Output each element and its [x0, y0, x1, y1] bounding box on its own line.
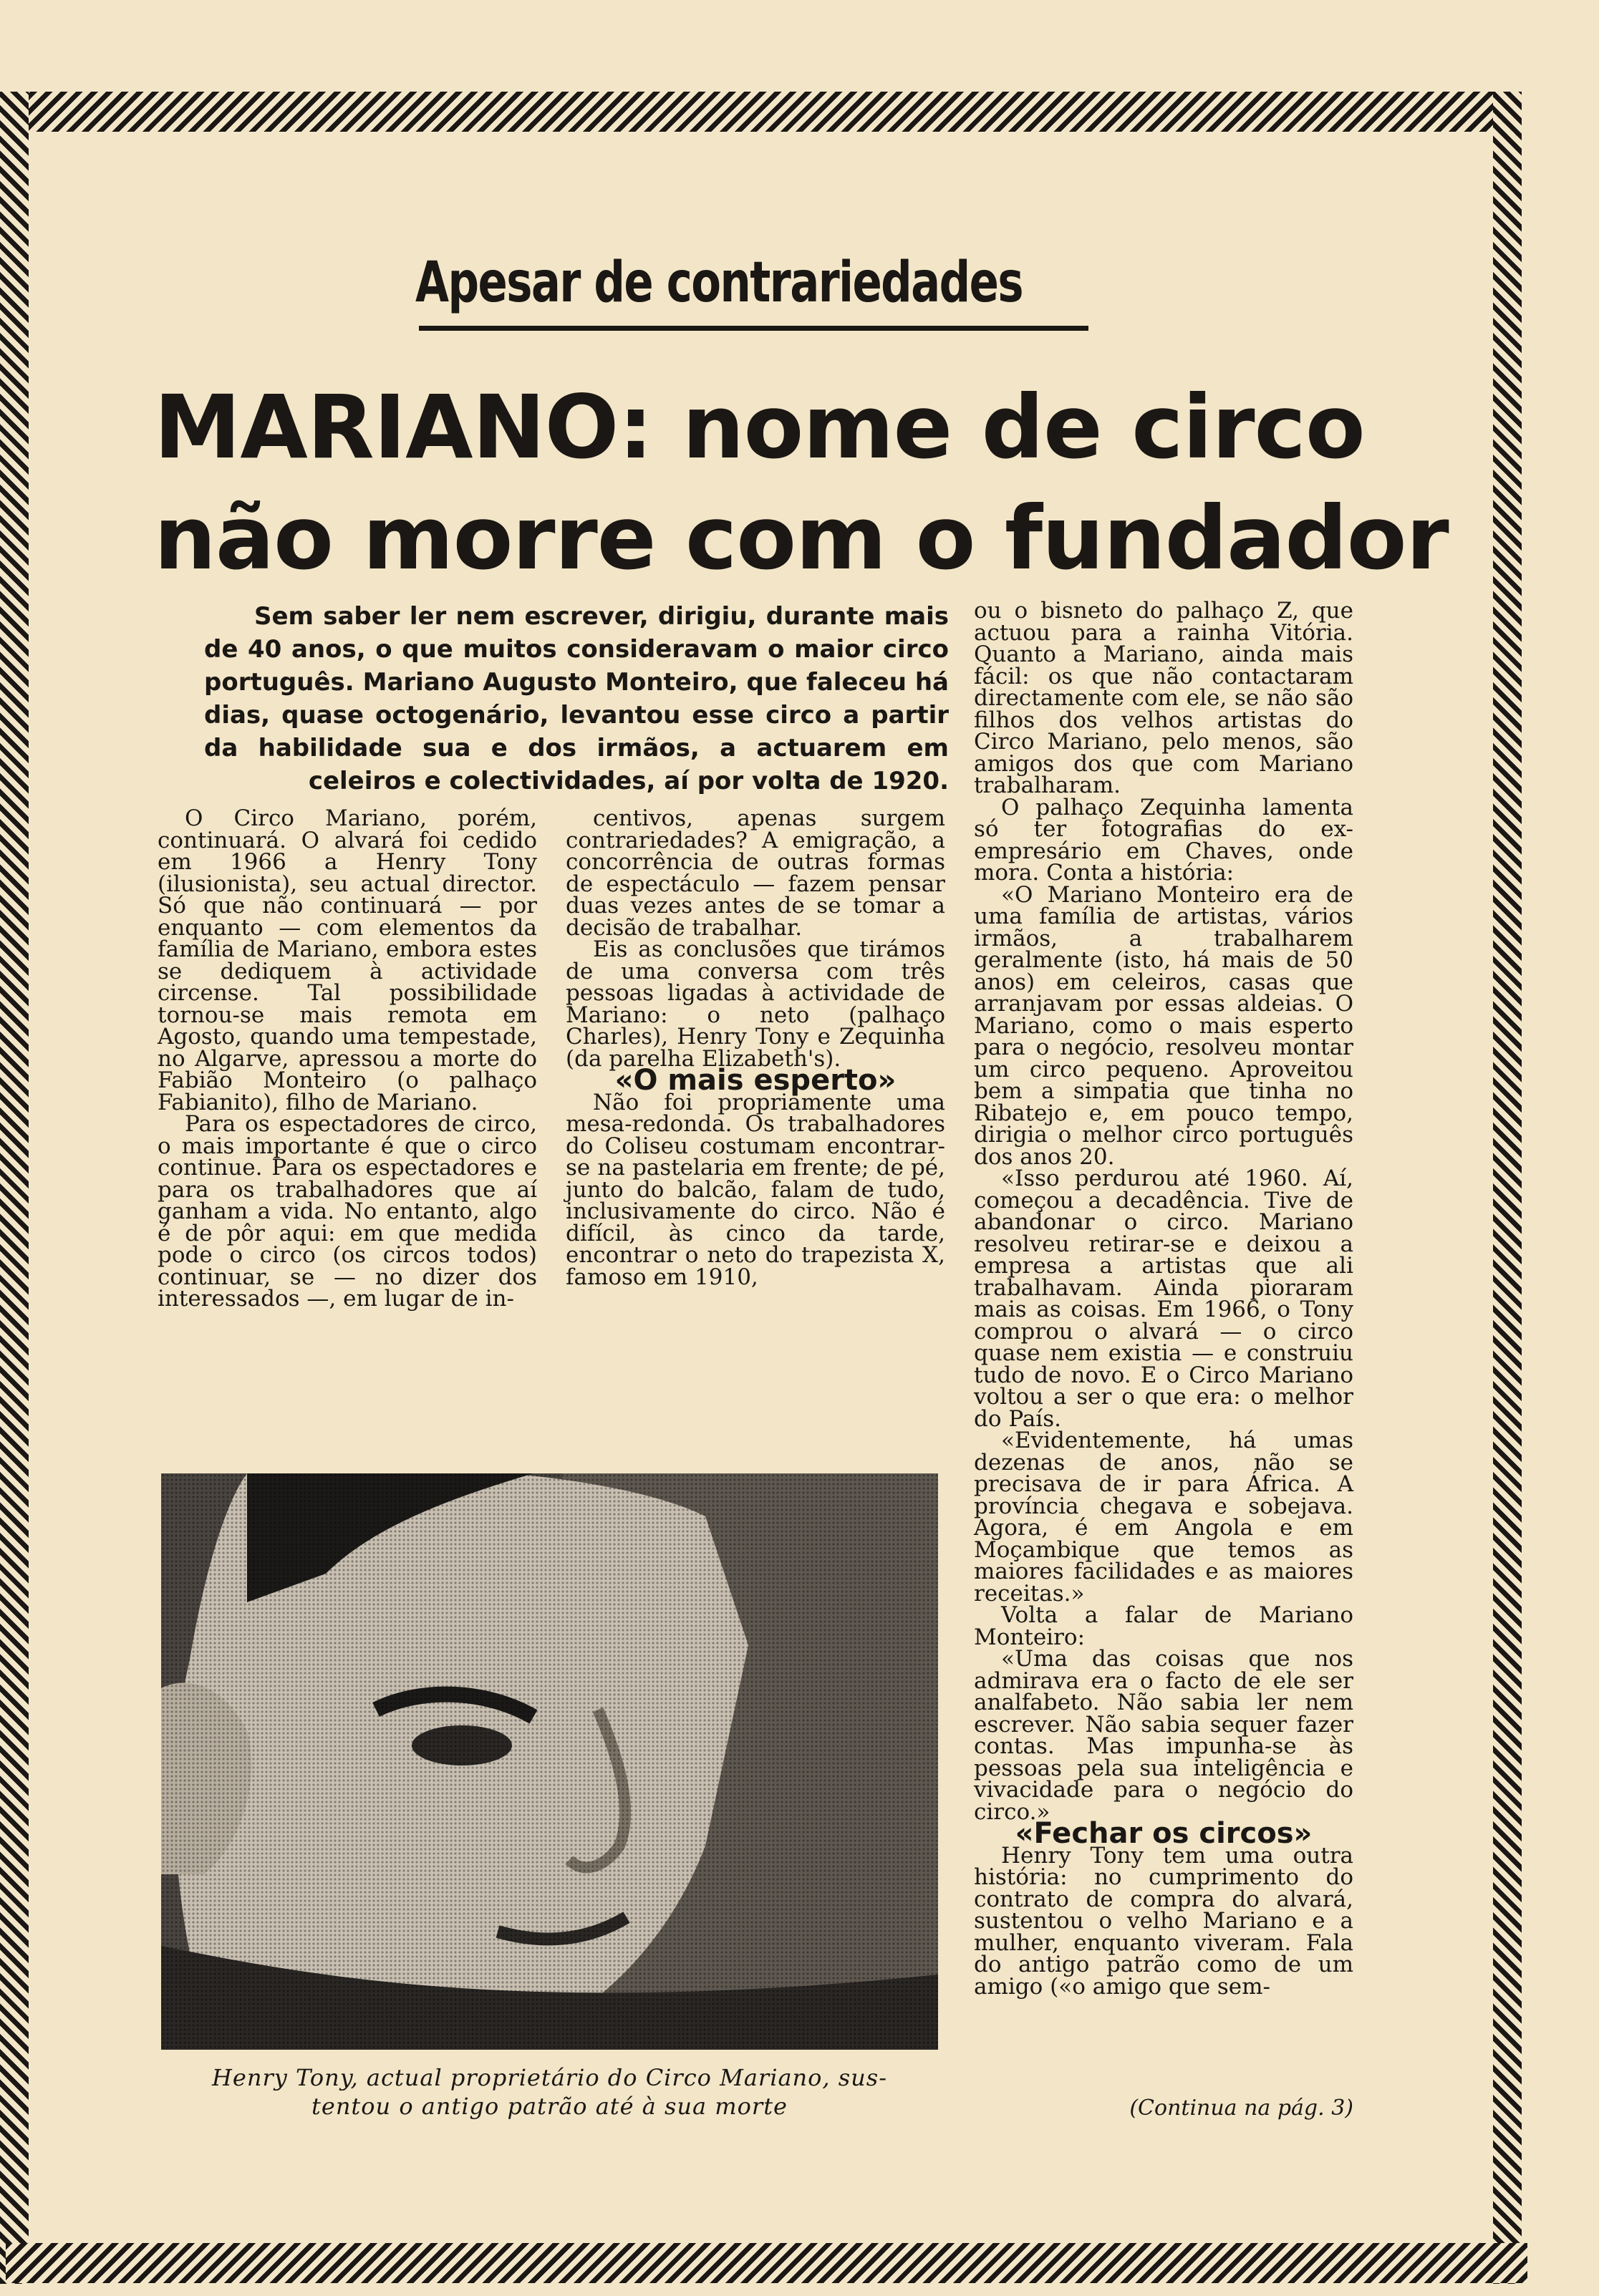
article-column-2 [566, 805, 945, 1290]
paragraph: Henry Tony tem uma outra história: no cumprimento do contrato de compra do alvará, sustentou o velho Mariano e a mulher, enquanto viveram. Fala do antigo patrão como de um amigo («o amigo que sem- [974, 1842, 1353, 2000]
continued-note: (Continua na pág. 3) [1129, 2096, 1353, 2121]
bottom-hatched-border [6, 2243, 1527, 2283]
paragraph: Não foi propriamente uma mesa-redonda. Os trabalhadores do Coliseu costumam encontrar-se na pastelaria em frente; de pé, junto do balcão, falam de tudo, inclusivamente do circo. Não é difícil, às cinco da tarde, encontrar o neto do trapezista X, famoso em 1910, [566, 1089, 945, 1290]
paragraph: ou o bisneto do palhaço Z, que actuou para a rainha Vitória. Quanto a Mariano, ainda mais fácil: os que não contactaram directamente com ele, se não são filhos dos velhos artistas do Circo Mariano, pelo menos, são amigos dos que com Mariano trabalharam. [974, 598, 1353, 798]
right-hatched-border [1493, 92, 1522, 2284]
caption-line-1: Henry Tony, actual proprietário do Circo Mariano, sus- [212, 2064, 887, 2091]
paragraph: «Isso perdurou até 1960. Aí, começou a decadência. Tive de abandonar o circo. Mariano resolveu retirar-se e deixou a empresa a artistas que ali trabalhavam. Ainda pioraram mais as coisas. Em 1966, o Tony comprou o alvará — o circo quase nem existia — e construiu tudo de novo. E o Circo Mariano voltou a ser o que era: o melhor do País. [974, 1166, 1353, 1432]
paragraph: O palhaço Zequinha lamenta só ter fotografias do ex-empresário em Chaves, onde mora. Conta a história: [974, 794, 1353, 886]
photo-caption [161, 2063, 938, 2121]
paragraph: Para os espectadores de circo, o mais importante é que o circo continue. Para os espectadores e para os trabalhadores que aí ganham a vida. No entanto, algo é de pôr aqui: em que medida pode o circo (os circos todos) continuar, se — no dizer dos interessados —, em lugar de in- [158, 1111, 537, 1312]
paragraph: O Circo Mariano, porém, continuará. O alvará foi cedido em 1966 a Henry Tony (ilusionista), seu actual director. Só que não continuará — por enquanto — com elementos da família de Mariano, embora estes se dediquem à actividade circense. Tal possibilidade tornou-se mais remota em Agosto, quando uma tempestade, no Algarve, apressou a morte do Fabião Monteiro (o palhaço Fabianito), filho de Mariano. [158, 805, 537, 1115]
paragraph: Volta a falar de Mariano Monteiro: [974, 1602, 1353, 1650]
left-hatched-border [0, 92, 29, 2284]
kicker-underline [419, 326, 1088, 331]
headline [154, 372, 1449, 594]
kicker-heading: Apesar de contrariedades [415, 251, 1023, 315]
paragraph: centivos, apenas surgem contrariedades? A emigração, a concorrência de outras formas de espectáculo — fazem pensar duas vezes antes de se tomar a decisão de trabalhar. [566, 805, 945, 941]
lead-paragraph [204, 600, 949, 798]
lead-text: Sem saber ler nem escrever, dirigiu, durante mais de 40 anos, o que muitos consideravam o maior circo português. Mariano Augusto Monteiro, que faleceu há dias, quase octogenário, levantou esse circo a partir da habilidade sua e dos irmãos, a actuarem em celeiros e colectividades, aí por volta de 1920. [204, 602, 949, 795]
section-subhead: «O mais esperto» [614, 1064, 897, 1097]
article-column-1 [158, 805, 537, 1312]
paragraph: «O Mariano Monteiro era de uma família de artistas, vários irmãos, a trabalharem geralmente (isto, há mais de 50 anos) em celeiros, casas que arranjavam por essas aldeias. O Mariano, como o mais esperto para o negócio, resolveu montar um circo pequeno. Aproveitou bem a simpatia que tinha no Ribatejo e, em pouco tempo, dirigia o melhor circo português dos anos 20. [974, 881, 1353, 1170]
headline-line-1: MARIANO: nome de circo [154, 377, 1365, 478]
section-subhead: «Fechar os circos» [1015, 1817, 1313, 1850]
paragraph: «Evidentemente, há umas dezenas de anos, não se precisava de ir para África. A província chegava e sobejava. Agora, é em Angola e em Moçambique que temos as maiores facilidades e as maiores receitas.» [974, 1428, 1353, 1607]
top-hatched-border [0, 92, 1522, 132]
paragraph: Eis as conclusões que tirámos de uma conversa com três pessoas ligadas à actividade de Mariano: o neto (palhaço Charles), Henry Tony e Zequinha (da parelha Elizabeth's). [566, 936, 945, 1072]
headline-line-2: não morre com o fundador [154, 488, 1449, 589]
caption-line-2: tentou o antigo patrão até à sua morte [311, 2093, 788, 2120]
article-column-3 [974, 598, 1353, 2000]
paragraph: «Uma das coisas que nos admirava era o facto de ele ser analfabeto. Não sabia ler nem escrever. Não sabia sequer fazer contas. Mas impunha-se às pessoas pela sua inteligência e vivacidade para o negócio do circo.» [974, 1646, 1353, 1825]
portrait-photo [161, 1473, 938, 2050]
